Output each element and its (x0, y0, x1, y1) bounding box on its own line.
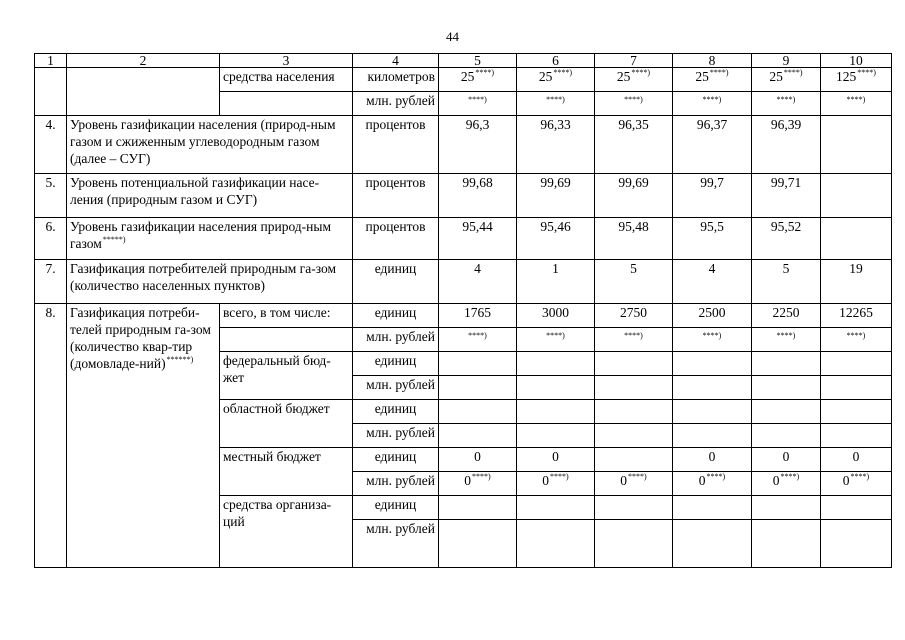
unit-cell: единиц (353, 260, 439, 304)
source-label: федеральный бюд-жет (220, 352, 353, 400)
unit-cell: километров (353, 68, 439, 92)
table-row (35, 68, 892, 92)
value-cell: 1765 (439, 304, 517, 328)
value-cell: 0****) (517, 472, 595, 496)
row-index: 5. (35, 174, 67, 218)
value-cell: 2500 (673, 304, 752, 328)
value-cell: ****) (821, 92, 892, 116)
value-cell (821, 218, 892, 260)
value-cell: 5 (752, 260, 821, 304)
value-cell (673, 424, 752, 448)
column-number-row (35, 54, 892, 68)
table-row (35, 116, 892, 174)
value-cell (673, 400, 752, 424)
column-number: 4 (353, 54, 439, 68)
value-cell: ****) (517, 92, 595, 116)
value-cell: 95,44 (439, 218, 517, 260)
source-label: областной бюджет (220, 400, 353, 448)
value-cell: ****) (673, 328, 752, 352)
value-cell (517, 400, 595, 424)
indicator-name: Уровень потенциальной газификации насе-ления (природным газом и СУГ) (67, 174, 353, 218)
unit-cell: млн. рублей (353, 520, 439, 568)
value-cell: ****) (752, 328, 821, 352)
indicator-cell (67, 68, 220, 116)
value-cell: ****) (673, 92, 752, 116)
unit-cell: млн. рублей (353, 328, 439, 352)
value-cell: 0 (439, 448, 517, 472)
source-label (220, 328, 353, 352)
value-cell: 25****) (752, 68, 821, 92)
page-number: 44 (446, 29, 459, 44)
data-table (34, 53, 892, 568)
source-label: средства населения (220, 68, 353, 92)
value-cell: 99,69 (595, 174, 673, 218)
value-cell (439, 424, 517, 448)
value-cell: 0****) (752, 472, 821, 496)
value-cell (821, 376, 892, 400)
unit-cell: процентов (353, 116, 439, 174)
value-cell: 25****) (673, 68, 752, 92)
row-index: 6. (35, 218, 67, 260)
value-cell (821, 400, 892, 424)
value-cell (673, 520, 752, 568)
value-cell: 25****) (595, 68, 673, 92)
value-cell (595, 400, 673, 424)
value-cell (439, 400, 517, 424)
column-number: 10 (821, 54, 892, 68)
value-cell: 0****) (595, 472, 673, 496)
column-number: 7 (595, 54, 673, 68)
value-cell: 99,68 (439, 174, 517, 218)
value-cell (439, 376, 517, 400)
table-row (35, 304, 892, 328)
value-cell: 99,69 (517, 174, 595, 218)
value-cell: 25****) (517, 68, 595, 92)
value-cell: 3000 (517, 304, 595, 328)
column-number: 6 (517, 54, 595, 68)
value-cell (595, 352, 673, 376)
table-row (35, 174, 892, 218)
value-cell (821, 174, 892, 218)
value-cell (595, 520, 673, 568)
column-number: 5 (439, 54, 517, 68)
value-cell: ****) (595, 328, 673, 352)
value-cell (517, 520, 595, 568)
value-cell: 0****) (821, 472, 892, 496)
unit-cell: единиц (353, 496, 439, 520)
value-cell: 0 (673, 448, 752, 472)
value-cell: ****) (595, 92, 673, 116)
value-cell (517, 496, 595, 520)
value-cell: ****) (752, 92, 821, 116)
index-cell (35, 68, 67, 116)
value-cell (595, 448, 673, 472)
value-cell: 2250 (752, 304, 821, 328)
value-cell: ****) (821, 328, 892, 352)
value-cell (517, 352, 595, 376)
value-cell: 12265 (821, 304, 892, 328)
column-number: 8 (673, 54, 752, 68)
value-cell: 96,39 (752, 116, 821, 174)
unit-cell: единиц (353, 448, 439, 472)
value-cell (595, 496, 673, 520)
column-number: 1 (35, 54, 67, 68)
indicator-name: Газификация потреби-телей природным га-зом (количество квар-тир (домовладе-ний)******) (67, 304, 220, 568)
unit-cell: единиц (353, 304, 439, 328)
value-cell: 5 (595, 260, 673, 304)
unit-cell: единиц (353, 400, 439, 424)
value-cell: ****) (517, 328, 595, 352)
unit-cell: процентов (353, 174, 439, 218)
value-cell (673, 496, 752, 520)
value-cell (752, 376, 821, 400)
value-cell: 4 (439, 260, 517, 304)
value-cell: 0****) (439, 472, 517, 496)
value-cell (439, 352, 517, 376)
value-cell: 95,52 (752, 218, 821, 260)
source-label: всего, в том числе: (220, 304, 353, 328)
indicator-name: Уровень газификации населения природ-ным газом*****) (67, 218, 353, 260)
unit-cell: единиц (353, 352, 439, 376)
value-cell (752, 400, 821, 424)
value-cell (595, 376, 673, 400)
value-cell: 19 (821, 260, 892, 304)
indicator-name: Газификация потребителей природным га-зом (количество населенных пунктов) (67, 260, 353, 304)
value-cell: 1 (517, 260, 595, 304)
value-cell (821, 352, 892, 376)
table-row (35, 218, 892, 260)
value-cell: 96,35 (595, 116, 673, 174)
value-cell (595, 424, 673, 448)
column-number: 3 (220, 54, 353, 68)
value-cell (752, 520, 821, 568)
row-index: 7. (35, 260, 67, 304)
unit-cell: млн. рублей (353, 376, 439, 400)
value-cell (517, 424, 595, 448)
source-label: средства организа-ций (220, 496, 353, 568)
value-cell (673, 376, 752, 400)
value-cell (821, 116, 892, 174)
source-label (220, 92, 353, 116)
value-cell: 0 (752, 448, 821, 472)
value-cell (821, 520, 892, 568)
source-label: местный бюджет (220, 448, 353, 496)
value-cell: 95,46 (517, 218, 595, 260)
value-cell (439, 520, 517, 568)
value-cell: 0****) (673, 472, 752, 496)
value-cell (517, 376, 595, 400)
column-number: 2 (67, 54, 220, 68)
value-cell (673, 352, 752, 376)
value-cell: 96,33 (517, 116, 595, 174)
row-index: 4. (35, 116, 67, 174)
row-index: 8. (35, 304, 67, 568)
value-cell (821, 424, 892, 448)
unit-cell: процентов (353, 218, 439, 260)
unit-cell: млн. рублей (353, 92, 439, 116)
value-cell (439, 496, 517, 520)
value-cell: 95,5 (673, 218, 752, 260)
value-cell (752, 352, 821, 376)
value-cell (752, 496, 821, 520)
table-row (35, 260, 892, 304)
column-number: 9 (752, 54, 821, 68)
unit-cell: млн. рублей (353, 424, 439, 448)
value-cell: 96,3 (439, 116, 517, 174)
value-cell: 125****) (821, 68, 892, 92)
value-cell: 0 (517, 448, 595, 472)
value-cell: 2750 (595, 304, 673, 328)
value-cell: 25****) (439, 68, 517, 92)
indicator-name: Уровень газификации населения (природ-ным газом и сжиженным углеводородным газом (далее – СУГ) (67, 116, 353, 174)
value-cell: 95,48 (595, 218, 673, 260)
value-cell: 99,71 (752, 174, 821, 218)
value-cell: 4 (673, 260, 752, 304)
value-cell: 96,37 (673, 116, 752, 174)
value-cell: ****) (439, 328, 517, 352)
value-cell: 0 (821, 448, 892, 472)
value-cell: 99,7 (673, 174, 752, 218)
value-cell (752, 424, 821, 448)
value-cell: ****) (439, 92, 517, 116)
unit-cell: млн. рублей (353, 472, 439, 496)
value-cell (821, 496, 892, 520)
